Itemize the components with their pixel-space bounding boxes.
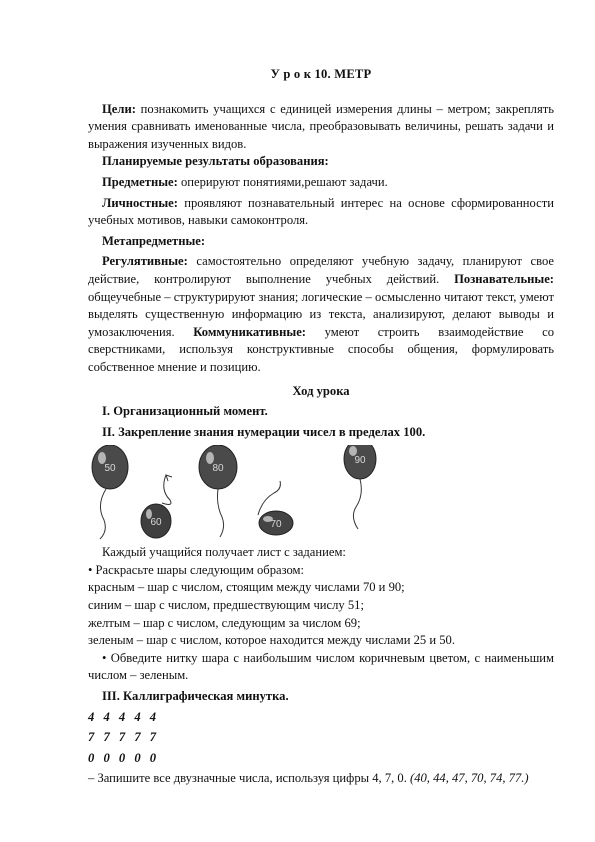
bullet-thread: • Обведите нитку шара с наибольшим числом коричневым цветом, с наименьшим числом – зеленым.: [88, 650, 554, 683]
task-intro: Каждый учащийся получает лист с заданием:: [102, 545, 346, 560]
personal-text: проявляют познавательный интерес на основе сформированности учебных мотивов, навыки самоконтроля.: [88, 195, 554, 228]
goals-label: Цели:: [102, 101, 136, 116]
lesson-page: [88, 66, 554, 788]
meta-heading: Метапредметные:: [102, 233, 206, 248]
subject-text: оперируют понятиями,решают задачи.: [177, 174, 388, 189]
calligraphy-row-3: 0 0 0 0 0: [88, 750, 160, 765]
calligraphy-row-2: 7 7 7 7 7: [88, 730, 160, 745]
calligraphy-row-1: 4 4 4 4 4: [88, 709, 160, 724]
color-line-2: синим – шар с числом, предшествующим числу 51;: [88, 598, 364, 613]
color-line-3: желтым – шар с числом, следующим за числом 69;: [88, 615, 361, 630]
personal-paragraph: [88, 195, 554, 230]
communicative-text: умеют строить взаимодействие со сверстниками, используя конструктивные способы общения, формулировать собственное мнение и позицию.: [88, 324, 554, 374]
balloons-illustration: [88, 445, 554, 540]
final-task-answer: (40, 44, 47, 70, 74, 77.): [410, 771, 529, 786]
cognitive-label: Познавательные:: [454, 271, 554, 286]
bullet-coloring: • Раскрасьте шары следующим образом:: [88, 562, 305, 577]
balloons-svg: [88, 445, 408, 540]
regulatory-text: самостоятельно определяют учебную задачу, планируют свое действие, контролируют выполнение учебных действий.: [88, 254, 554, 286]
balloon-1-label: 50: [104, 463, 116, 475]
balloon-4: [258, 481, 293, 535]
balloon-3: [199, 445, 237, 537]
balloon-2: [141, 475, 172, 538]
goals-text: познакомить учащихся с единицей измерения длины – метром; закреплять умения сравнивать именованные числа, преобразовывать величины, решать задачи и выражения изученных видов.: [88, 101, 554, 151]
cognitive-text: общеучебные – структурируют знания; логические – осмысленно читают текст, умеют выделять существенную информацию из текста, анализируют, делают выводы и умозаключения.: [88, 289, 554, 339]
course-heading: Ход урока: [292, 383, 350, 398]
section-3-heading: III. Каллиграфическая минутка.: [102, 689, 289, 704]
final-task: [88, 770, 554, 788]
subject-label: Предметные:: [102, 174, 178, 189]
balloon-5-label: 90: [354, 455, 366, 467]
communicative-label: Коммуникативные:: [193, 324, 306, 339]
color-line-1: красным – шар с числом, стоящим между числами 70 и 90;: [88, 580, 405, 595]
regulatory-label: Регулятивные:: [102, 254, 188, 269]
color-line-4: зеленым – шар с числом, которое находится между числами 25 и 50.: [88, 633, 455, 648]
meta-paragraph: [88, 253, 554, 376]
balloon-2-label: 60: [150, 517, 162, 529]
balloon-5: [344, 445, 376, 529]
subject-paragraph: [88, 174, 554, 192]
balloon-3-label: 80: [212, 463, 224, 475]
page-title: У р о к 10. МЕТР: [270, 67, 372, 81]
planned-results-heading: Планируемые результаты образования:: [102, 154, 329, 169]
final-task-text: – Запишите все двузначные числа, используя цифры 4, 7, 0.: [88, 771, 411, 786]
section-1-heading: I. Организационный момент.: [102, 404, 268, 419]
goals-paragraph: [88, 101, 554, 154]
personal-label: Личностные:: [102, 195, 178, 210]
balloon-1: [92, 445, 128, 539]
balloon-4-label: 70: [270, 519, 282, 531]
section-2-heading: II. Закрепление знания нумерации чисел в пределах 100.: [102, 424, 426, 439]
